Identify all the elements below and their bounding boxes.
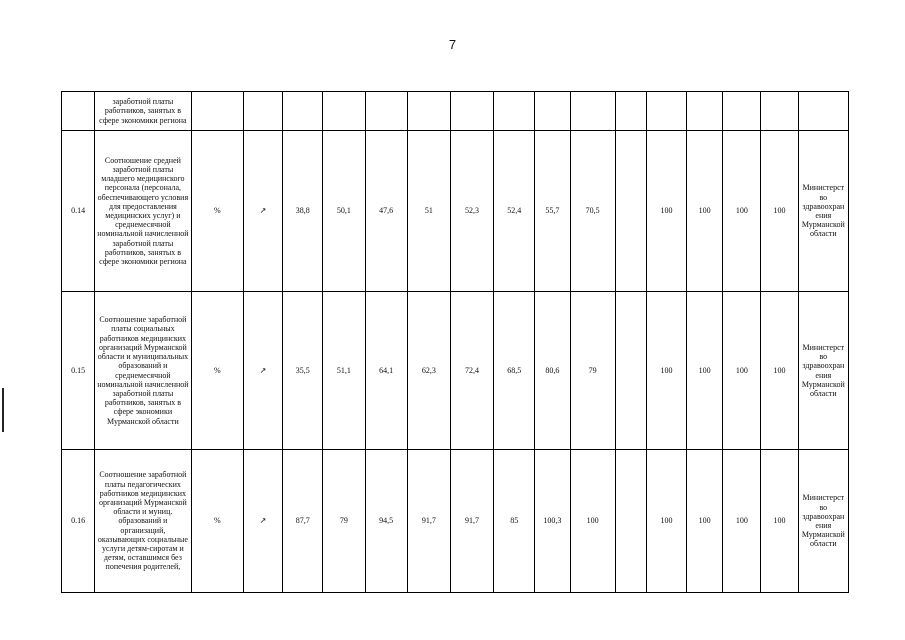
ministry-cell: Министерство здравоохранения Мурманской области bbox=[798, 131, 848, 292]
value-cell: 91,7 bbox=[450, 450, 493, 593]
value-cell: 100 bbox=[687, 131, 723, 292]
value-cell: 87,7 bbox=[283, 450, 323, 593]
page-number: 7 bbox=[448, 37, 457, 52]
value-cell: 91,7 bbox=[407, 450, 450, 593]
value-cell: 38,8 bbox=[283, 131, 323, 292]
value-cell: 80,6 bbox=[535, 292, 570, 450]
trend-cell bbox=[243, 92, 282, 131]
value-cell: 85 bbox=[494, 450, 535, 593]
indicator-description: заработной платы работников, занятых в сфере экономики региона bbox=[95, 92, 191, 131]
value-cell: 68,5 bbox=[494, 292, 535, 450]
value-cell bbox=[615, 131, 646, 292]
value-cell bbox=[761, 92, 798, 131]
trend-up-icon: ↗ bbox=[243, 292, 282, 450]
row-code: 0.14 bbox=[62, 131, 95, 292]
value-cell: 100 bbox=[570, 450, 615, 593]
row-code: 0.15 bbox=[62, 292, 95, 450]
indicator-description: Соотношение заработной платы социальных работников медицинских организаций Мурманской области и муниципальных образований и среднемесячной номинальной начисленной заработной платы работников, занятых в сфере экономики Мурманской области bbox=[95, 292, 191, 450]
value-cell: 35,5 bbox=[283, 292, 323, 450]
value-cell: 100,3 bbox=[535, 450, 570, 593]
value-cell bbox=[723, 92, 761, 131]
ministry-cell bbox=[798, 92, 848, 131]
unit-cell: % bbox=[191, 450, 243, 593]
value-cell: 100 bbox=[687, 292, 723, 450]
value-cell: 100 bbox=[761, 450, 798, 593]
indicator-description: Соотношение заработной платы педагогических работников медицинских организаций Мурманской области и муниц. образований и организаций, оказывающих социальные услуги детям-сиротам и детям, оставшимся без попечения родителей, bbox=[95, 450, 191, 593]
value-cell: 47,6 bbox=[365, 131, 407, 292]
row-code bbox=[62, 92, 95, 131]
value-cell bbox=[450, 92, 493, 131]
unit-cell bbox=[191, 92, 243, 131]
value-cell bbox=[535, 92, 570, 131]
value-cell: 100 bbox=[646, 450, 686, 593]
trend-up-icon: ↗ bbox=[243, 131, 282, 292]
indicators-table bbox=[61, 91, 849, 593]
value-cell: 100 bbox=[723, 131, 761, 292]
value-cell: 50,1 bbox=[323, 131, 365, 292]
value-cell: 62,3 bbox=[407, 292, 450, 450]
value-cell: 100 bbox=[761, 292, 798, 450]
ministry-cell: Министерство здравоохранения Мурманской области bbox=[798, 450, 848, 593]
row-code: 0.16 bbox=[62, 450, 95, 593]
value-cell: 100 bbox=[687, 450, 723, 593]
value-cell: 79 bbox=[323, 450, 365, 593]
value-cell bbox=[283, 92, 323, 131]
value-cell bbox=[615, 92, 646, 131]
trend-up-icon: ↗ bbox=[243, 450, 282, 593]
value-cell: 52,4 bbox=[494, 131, 535, 292]
unit-cell: % bbox=[191, 131, 243, 292]
value-cell: 100 bbox=[723, 292, 761, 450]
value-cell bbox=[323, 92, 365, 131]
value-cell bbox=[494, 92, 535, 131]
value-cell: 51 bbox=[407, 131, 450, 292]
value-cell bbox=[687, 92, 723, 131]
table-row bbox=[62, 450, 849, 593]
value-cell: 72,4 bbox=[450, 292, 493, 450]
value-cell bbox=[407, 92, 450, 131]
value-cell bbox=[365, 92, 407, 131]
value-cell bbox=[646, 92, 686, 131]
table-row bbox=[62, 92, 849, 131]
value-cell bbox=[615, 450, 646, 593]
unit-cell: % bbox=[191, 292, 243, 450]
value-cell: 100 bbox=[646, 292, 686, 450]
value-cell: 100 bbox=[761, 131, 798, 292]
value-cell: 52,3 bbox=[450, 131, 493, 292]
ministry-cell: Министерство здравоохранения Мурманской области bbox=[798, 292, 848, 450]
table-row bbox=[62, 131, 849, 292]
table-row bbox=[62, 292, 849, 450]
value-cell: 79 bbox=[570, 292, 615, 450]
value-cell: 94,5 bbox=[365, 450, 407, 593]
value-cell: 51,1 bbox=[323, 292, 365, 450]
value-cell: 55,7 bbox=[535, 131, 570, 292]
indicator-description: Соотношение средней заработной платы младшего медицинского персонала (персонала, обеспечивающего условия для предоставления медицинских услуг) и среднемесячной номинальной начисленной заработной платы работников, занятых в сфере экономики региона bbox=[95, 131, 191, 292]
value-cell: 100 bbox=[646, 131, 686, 292]
value-cell: 100 bbox=[723, 450, 761, 593]
value-cell: 64,1 bbox=[365, 292, 407, 450]
value-cell bbox=[615, 292, 646, 450]
scan-edge-mark bbox=[2, 388, 4, 432]
value-cell: 70,5 bbox=[570, 131, 615, 292]
value-cell bbox=[570, 92, 615, 131]
